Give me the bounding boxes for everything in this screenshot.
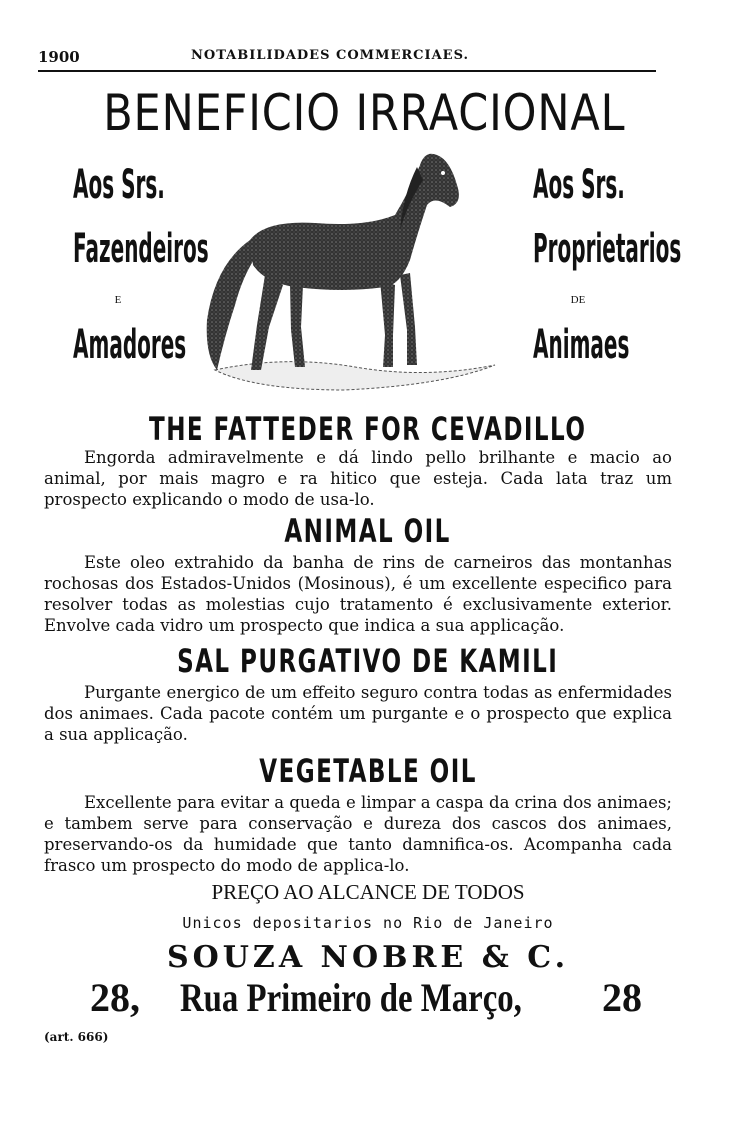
header-divider: [38, 70, 656, 72]
product-description-vegetable-oil: Excellente para evitar a queda e limpar a caspa da crina dos animaes; e tambem serve para conservação e dureza dos cascos dos animaes, preservando-os da humidade que tanto damnifica-os. Acompanha cada frasco um prospecto do modo de applica-lo.: [44, 793, 672, 875]
product-description-sal-purgativo: Purgante energico de um effeito seguro contra todas as enfermidades dos animaes. Cada pacote contém um purgante e o prospecto que explica a sua applicação.: [44, 683, 672, 744]
running-title: NOTABILIDADES COMMERCIAES.: [191, 48, 470, 63]
price-line: PREÇO AO ALCANCE DE TODOS: [211, 880, 525, 904]
horse-illustration: [195, 145, 505, 405]
right-line-3-wrap: [488, 322, 668, 368]
product-title-sal-purgativo: [0, 642, 736, 680]
right-audience-column: [488, 162, 668, 208]
product-title-fatteder: [0, 410, 736, 448]
article-reference: (art. 666): [44, 1030, 109, 1044]
product-description-animal-oil: Este oleo extrahido da banha de rins de carneiros das montanhas rochosas dos Estados-Unidos (Mosinous), é um excellente especifico para resolver todas as molestias cujo tratamento é exclusivamente exterior. Envolve cada vidro um prospecto que indica a sua applicação.: [44, 553, 672, 635]
product-description-fatteder: Engorda admiravelmente e dá lindo pello brilhante e macio ao animal, por mais magro e ra hitico que esteja. Cada lata traz um prospecto explicando o modo de usa-lo.: [44, 448, 672, 509]
left-conjunction: E: [114, 294, 122, 306]
right-line-3: Animaes: [533, 322, 630, 368]
right-line-2-wrap: [488, 226, 682, 272]
product-title-text-1: ANIMAL OIL: [284, 512, 452, 550]
left-line-3: Amadores: [73, 322, 187, 368]
address-number-left: 28,: [90, 975, 140, 1020]
right-conj-wrap: [488, 294, 668, 306]
product-title-vegetable-oil: [0, 752, 736, 790]
company-name: SOUZA NOBRE & C.: [166, 940, 570, 975]
product-title-text-3: VEGETABLE OIL: [259, 752, 477, 790]
product-title-text-2: SAL PURGATIVO DE KAMILI: [177, 642, 559, 680]
left-conj-wrap: [28, 294, 208, 306]
page-header: [38, 46, 658, 68]
product-title-animal-oil: [0, 512, 736, 550]
left-line-2-wrap: [28, 226, 208, 272]
right-line-1: Aos Srs.: [533, 162, 625, 208]
address-street: Rua Primeiro de Março,: [180, 975, 522, 1020]
left-audience-column: [28, 162, 208, 208]
right-conjunction: DE: [570, 294, 586, 306]
left-line-1: Aos Srs.: [73, 162, 165, 208]
left-line-3-wrap: [28, 322, 208, 368]
product-title-text-0: THE FATTEDER FOR CEVADILLO: [149, 410, 587, 448]
depositaries-line: Unicos depositarios no Rio de Janeiro: [182, 914, 554, 932]
left-line-2: Fazendeiros: [73, 226, 209, 272]
page-year: 1900: [38, 48, 80, 66]
address-number-right: 28: [602, 975, 642, 1020]
main-title: BENEFICIO IRRACIONAL: [103, 84, 626, 142]
right-line-2: Proprietarios: [533, 226, 682, 272]
